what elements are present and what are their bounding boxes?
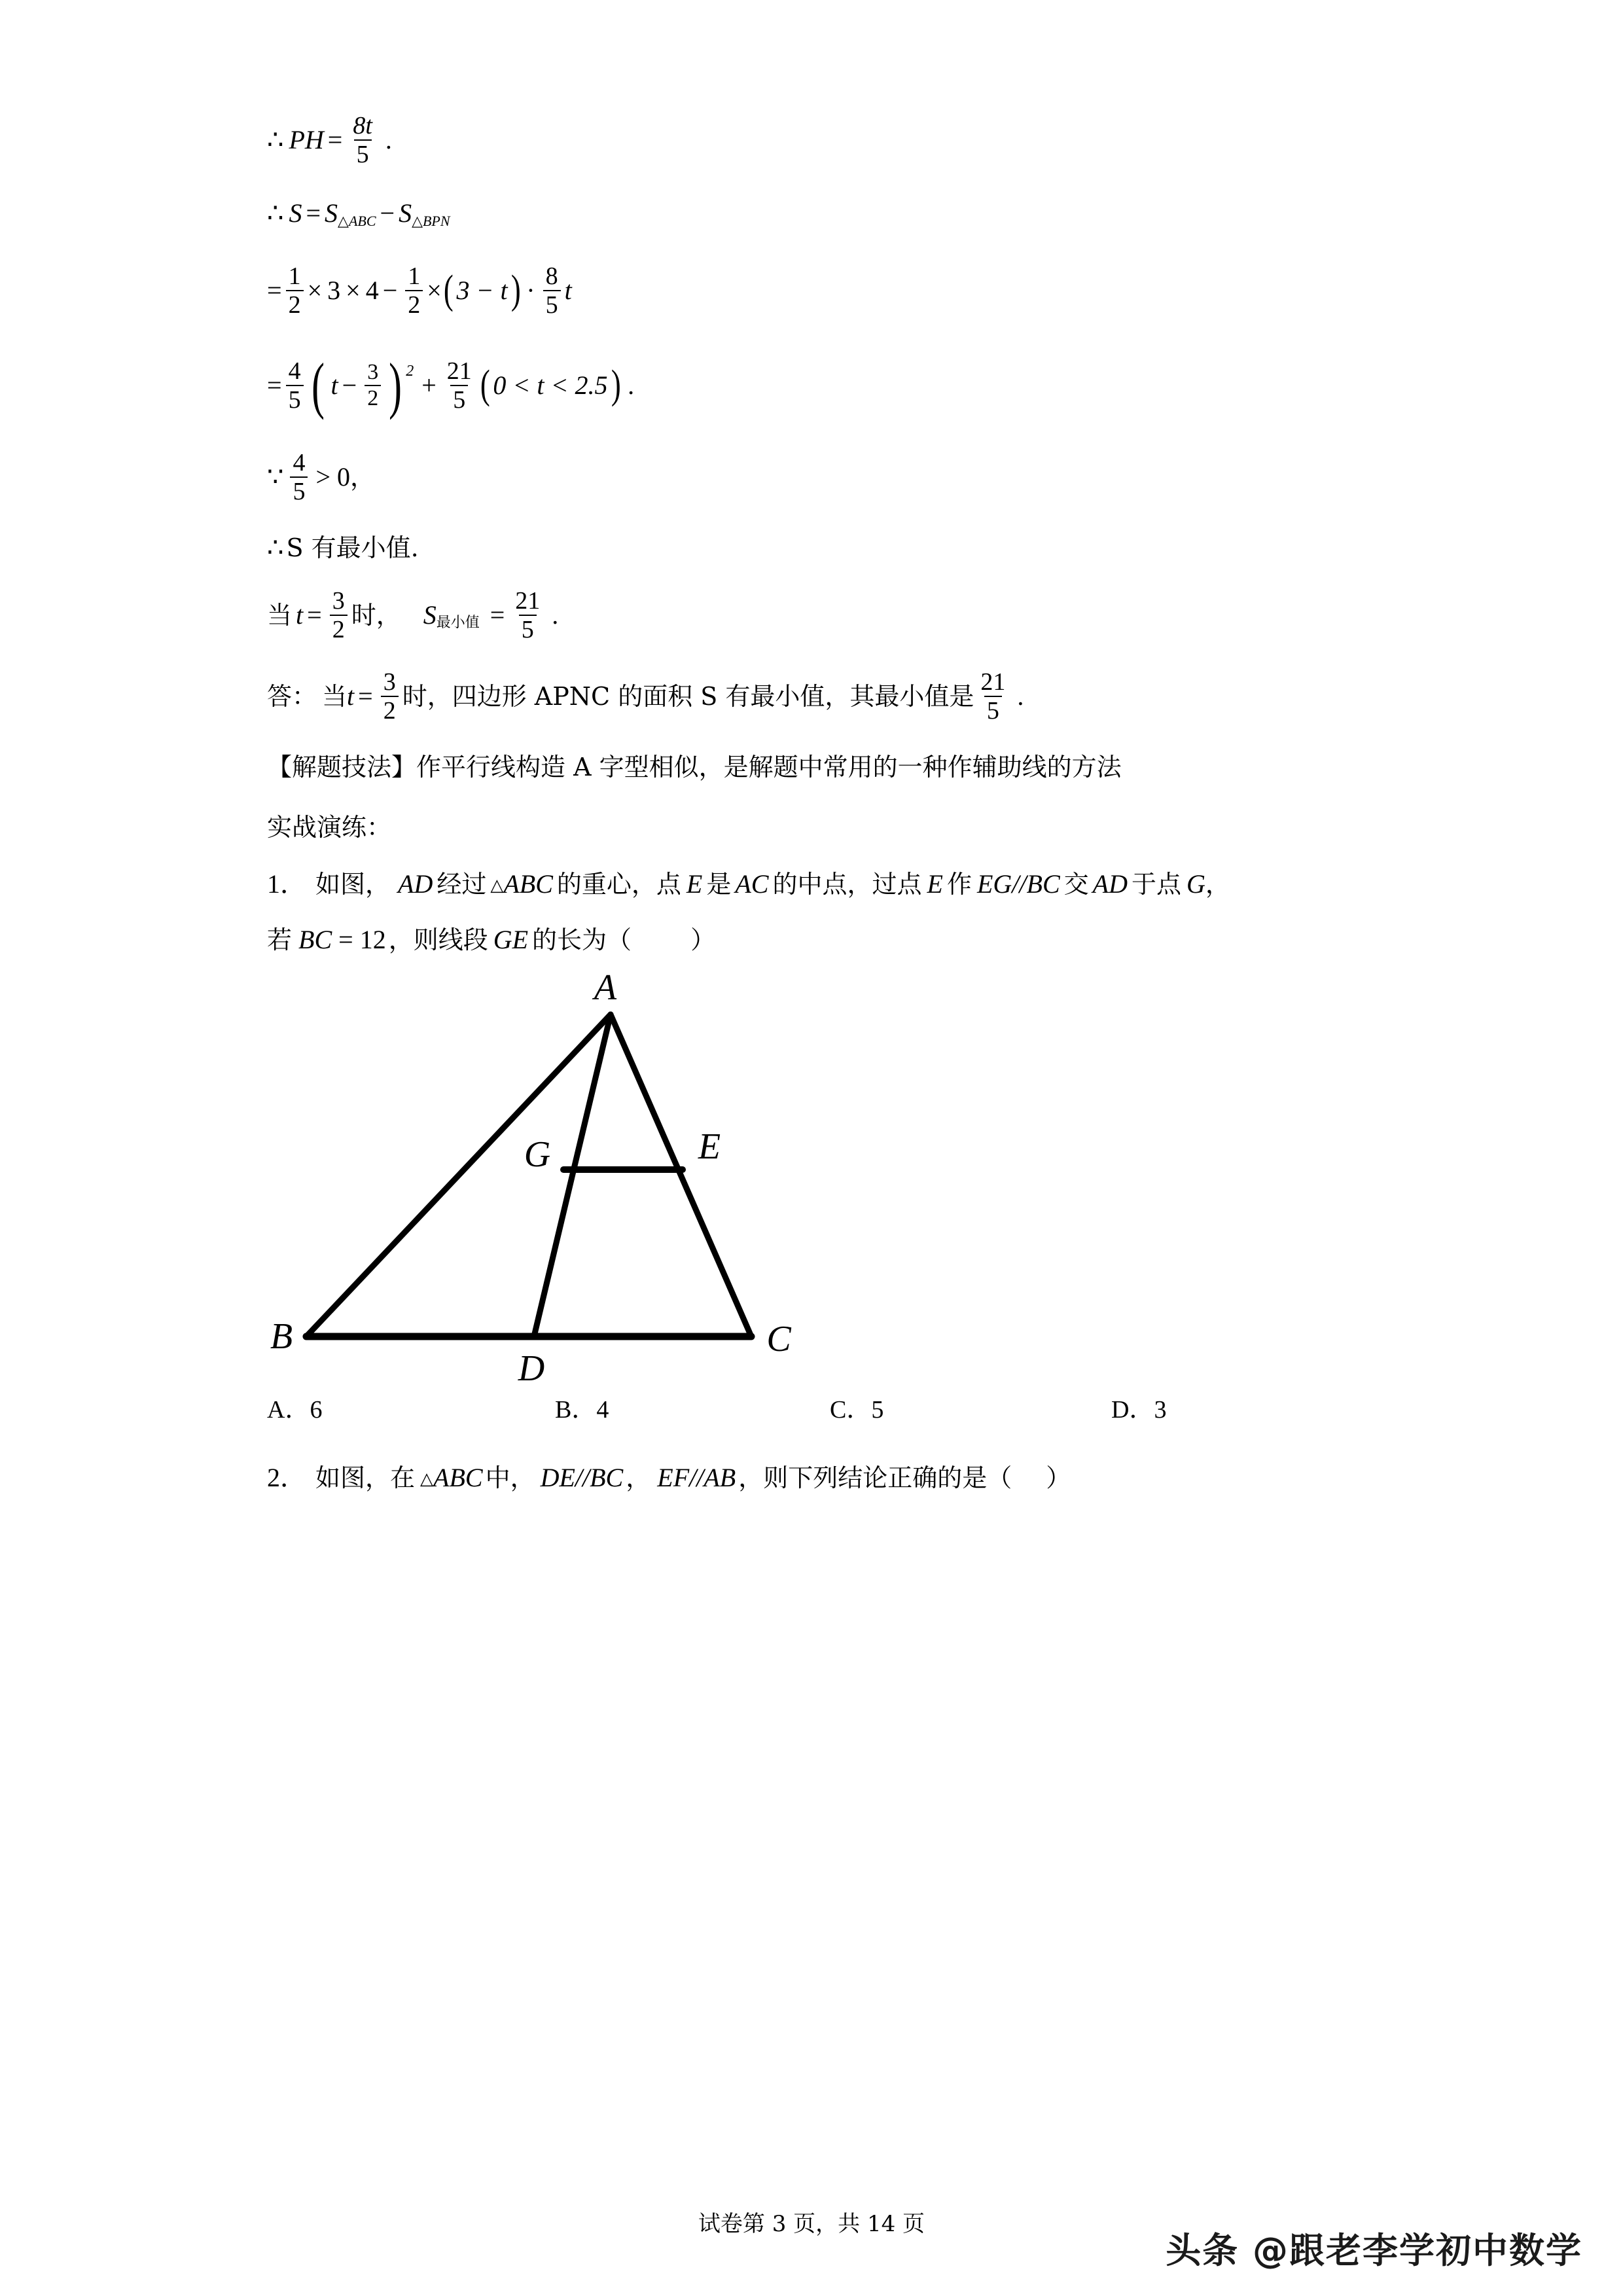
t-variable: t <box>330 370 338 400</box>
fraction-numerator: 3 <box>332 587 345 615</box>
q1-text-part6: 作 <box>946 870 972 899</box>
point-e: E <box>686 869 703 899</box>
fraction-denominator: 5 <box>543 290 561 317</box>
fraction-numerator: 3 <box>383 668 396 696</box>
q1-text-part1: 如图， <box>315 870 391 899</box>
q1-text-part8: 于点 <box>1131 870 1181 899</box>
parallel-de-bc: DE//BC <box>540 1463 624 1492</box>
solution-line-ph <box>267 98 1380 182</box>
label-b: B <box>270 1316 293 1357</box>
paren-close-domain: ) <box>611 363 621 408</box>
subscript-triangle-icon: △ <box>412 213 423 229</box>
q2-text-part4: ，则下列结论正确的是（ <box>738 1463 1012 1492</box>
option-a[interactable] <box>267 1389 555 1452</box>
period: . <box>552 600 559 630</box>
side-ac <box>611 1014 751 1336</box>
question-number: 1． <box>267 869 306 899</box>
equals-sign: = <box>267 370 282 400</box>
option-c-value: 5 <box>871 1396 884 1424</box>
watermark-text: 头条 @跟老李学初中数学 <box>1166 2230 1582 2271</box>
q2-close-paren: ） <box>1046 1463 1071 1492</box>
fraction-3-over-2 <box>330 588 348 642</box>
t-variable: t <box>564 276 572 305</box>
fraction-21-over-5 <box>978 670 1008 723</box>
fraction-denominator: 2 <box>330 615 348 642</box>
option-c-key: C． <box>830 1396 872 1424</box>
triangle-abc: ABC <box>503 869 553 899</box>
paren-close: ) <box>510 268 521 313</box>
plus-sign: + <box>421 370 437 400</box>
fraction-8-over-5 <box>543 264 561 317</box>
fraction-denominator: 2 <box>365 385 381 410</box>
q1-l2-post: 的长为（ <box>532 925 632 954</box>
equals-sign: = <box>306 198 321 228</box>
watermark <box>1166 2223 1582 2273</box>
fraction-numerator: 4 <box>288 357 301 385</box>
fraction-denominator: 5 <box>984 696 1002 723</box>
therefore-symbol: ∴ <box>267 198 284 228</box>
solution-line-minimum-value <box>267 576 1380 655</box>
page-footer-text: 试卷第 3 页，共 14 页 <box>698 2211 925 2237</box>
subscript-bpn: BPN <box>422 213 450 229</box>
equals-sign: = <box>490 600 505 630</box>
exponent-2: 2 <box>406 363 414 380</box>
fraction-3-over-2 <box>365 361 381 410</box>
answer-label: 答： <box>267 682 317 711</box>
fraction-denominator: 2 <box>381 696 399 723</box>
segment-ad-second: AD <box>1092 869 1128 899</box>
fraction-numerator: 8 <box>545 262 558 290</box>
practice-heading <box>267 796 1380 859</box>
bc-value: = 12 <box>338 925 386 954</box>
q1-l2-mid: ，则线段 <box>388 925 488 954</box>
minus-sign: − <box>382 276 398 305</box>
fraction-4-over-5 <box>290 450 308 504</box>
q1-text-part4: 是 <box>706 870 732 899</box>
s-bpn: S <box>399 198 412 228</box>
question-1-line-2 <box>267 910 1380 970</box>
option-a-value: 6 <box>310 1396 323 1424</box>
option-d-value: 3 <box>1154 1396 1167 1424</box>
equals-sign: = <box>327 125 343 154</box>
option-d[interactable] <box>1111 1389 1166 1452</box>
triangle-diagram-svg <box>267 970 1380 1389</box>
fraction-numerator: 21 <box>515 587 541 615</box>
fraction-3-over-2 <box>381 670 399 723</box>
fraction-denominator: 5 <box>519 615 537 642</box>
t-variable: t <box>347 681 355 711</box>
fraction-numerator: 3 <box>367 360 379 384</box>
label-a: A <box>594 970 617 1008</box>
label-c: C <box>766 1319 791 1359</box>
fraction-denominator: 5 <box>290 476 308 504</box>
value-3: 3 <box>327 276 341 305</box>
triangle-icon: △ <box>420 1469 434 1488</box>
q1-text-part9: ， <box>1205 870 1230 899</box>
q1-text-part3: 的重心，点 <box>556 870 681 899</box>
fraction-denominator: 5 <box>450 385 468 412</box>
fraction-8t-over-5 <box>350 113 375 167</box>
fraction-numerator: 21 <box>446 357 472 385</box>
q1-l2-pre: 若 <box>267 925 293 954</box>
side-ab <box>306 1014 611 1336</box>
fraction-1-over-2-second <box>405 264 423 317</box>
fraction-numerator: 21 <box>980 668 1006 696</box>
technique-text: 【解题技法】作平行线构造 A 字型相似，是解题中常用的一种作辅助线的方法 <box>267 753 1122 781</box>
option-c[interactable] <box>830 1389 1111 1452</box>
subscript-abc: ABC <box>348 213 376 229</box>
times-sign: × <box>307 276 323 305</box>
fraction-21-over-5 <box>512 588 543 642</box>
fraction-denominator: 5 <box>286 385 304 412</box>
option-d-key: D． <box>1111 1396 1154 1424</box>
fraction-numerator: 1 <box>408 262 421 290</box>
q1-text-part7: 交 <box>1063 870 1089 899</box>
equals-sign: = <box>307 600 322 630</box>
triangle-icon: △ <box>490 876 504 895</box>
times-sign: × <box>346 276 361 305</box>
shi-comma-text: 时， <box>351 601 401 630</box>
when-label: 当 <box>322 682 348 711</box>
label-e: E <box>698 1126 721 1167</box>
therefore-symbol: ∴ <box>267 125 284 154</box>
subscript-minimum-label: 最小值 <box>436 615 480 631</box>
practice-heading-text: 实战演练： <box>267 813 392 842</box>
paren-open: ( <box>443 268 454 313</box>
period: . <box>385 125 392 154</box>
period: . <box>1017 681 1024 711</box>
q1-text-part2: 经过 <box>437 870 487 899</box>
solution-line-answer <box>267 655 1380 738</box>
median-ad <box>534 1014 611 1336</box>
s-abc: S <box>325 198 338 228</box>
solution-line-positive-check <box>267 435 1380 520</box>
fraction-21-over-5 <box>444 359 474 412</box>
segment-bc: BC <box>298 925 332 954</box>
equals-sign: = <box>267 276 282 305</box>
q1-l2-close-paren: ） <box>690 925 716 954</box>
point-g: G <box>1186 869 1205 899</box>
fraction-denominator: 5 <box>354 139 372 167</box>
q2-text-part1: 如图，在 <box>315 1463 416 1492</box>
fraction-numerator: 8t <box>353 112 372 139</box>
fraction-numerator: 4 <box>293 449 306 476</box>
triangle-abc: ABC <box>433 1463 483 1492</box>
option-b-value: 4 <box>596 1396 609 1424</box>
parallel-eg-bc: EG//BC <box>976 869 1060 899</box>
point-e-second: E <box>927 869 943 899</box>
comma: ， <box>350 463 376 492</box>
has-minimum-text: S 有最小值. <box>286 533 419 562</box>
paren-open: ( <box>311 350 325 421</box>
because-symbol: ∵ <box>267 462 284 492</box>
fraction-denominator: 2 <box>286 290 304 317</box>
fraction-denominator: 2 <box>405 290 423 317</box>
label-d: D <box>518 1348 545 1389</box>
answer-body-text: 时，四边形 APNC 的面积 S 有最小值，其最小值是 <box>402 682 974 711</box>
fraction-4-over-5 <box>286 359 304 412</box>
paren-open-domain: ( <box>480 363 490 408</box>
therefore-symbol: ∴ <box>267 533 284 562</box>
minus-sign: − <box>342 370 357 400</box>
greater-than-zero: > 0 <box>315 462 351 492</box>
page-content <box>267 98 1380 1504</box>
subscript-triangle-icon: △ <box>338 213 349 229</box>
fraction-numerator: 1 <box>288 262 301 290</box>
t-variable: t <box>296 600 304 630</box>
question-1-options <box>267 1389 1380 1452</box>
technique-note <box>267 738 1380 796</box>
paren-close: ) <box>389 350 402 421</box>
triangle-figure <box>267 970 1380 1389</box>
q2-text-part2: 中， <box>485 1463 535 1492</box>
period: . <box>628 370 635 400</box>
q2-text-part3: ， <box>626 1463 651 1492</box>
question-number: 2． <box>267 1463 306 1492</box>
s-variable: S <box>423 600 437 630</box>
solution-line-has-minimum <box>267 520 1380 576</box>
fraction-1-over-2 <box>286 264 304 317</box>
solution-line-area-difference <box>267 182 1380 245</box>
q1-text-part5: 的中点，过点 <box>772 870 922 899</box>
equals-sign: = <box>358 681 373 711</box>
dot-operator: · <box>526 276 535 305</box>
minus-sign: − <box>380 198 395 228</box>
inner-expression: 3 − t <box>456 276 508 305</box>
segment-ac: AC <box>735 869 769 899</box>
parallel-ef-ab: EF//AB <box>657 1463 736 1492</box>
solution-line-expanded <box>267 245 1380 336</box>
question-2-line-1 <box>267 1452 1380 1504</box>
option-b-key: B． <box>555 1396 597 1424</box>
label-g: G <box>524 1134 551 1175</box>
question-1-line-1 <box>267 859 1380 910</box>
option-b[interactable] <box>555 1389 830 1452</box>
times-sign: × <box>427 276 442 305</box>
option-a-key: A． <box>267 1396 310 1424</box>
value-4: 4 <box>365 276 379 305</box>
solution-line-vertex-form <box>267 336 1380 435</box>
s-variable: S <box>289 198 302 228</box>
ph-variable: PH <box>289 125 324 154</box>
when-label: 当 <box>267 601 293 630</box>
segment-ge: GE <box>493 925 529 954</box>
domain-condition: 0 < t < 2.5 <box>493 370 608 400</box>
segment-ad: AD <box>398 869 433 899</box>
